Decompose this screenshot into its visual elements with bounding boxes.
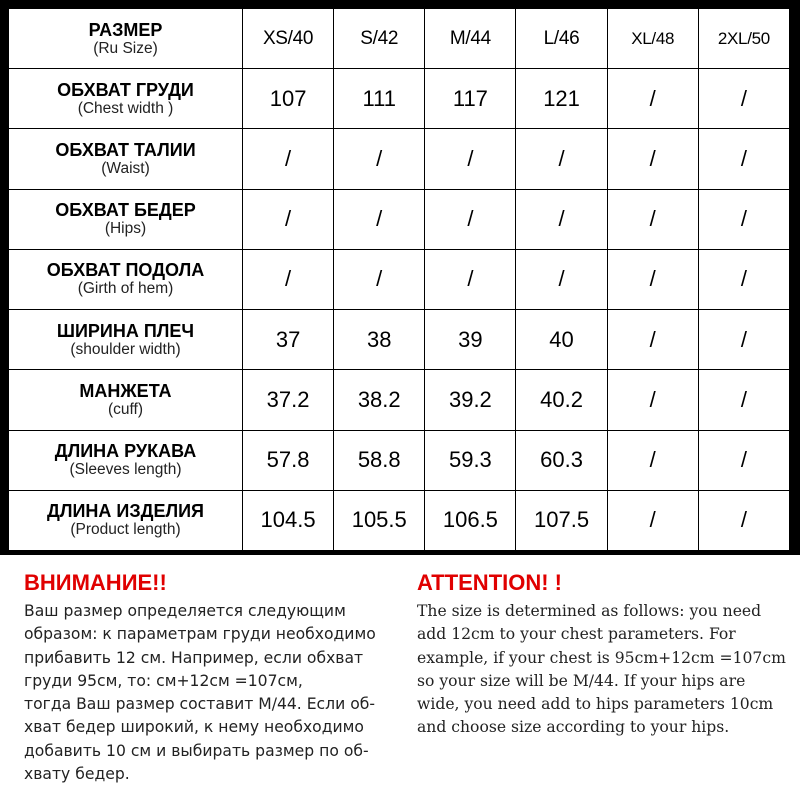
value-cell-2xl: / bbox=[698, 69, 789, 129]
value-cell-m: 39 bbox=[425, 310, 516, 370]
value-cell-l: / bbox=[516, 129, 607, 189]
row-label-en: (Girth of hem) bbox=[77, 280, 174, 298]
value-cell-s: 38 bbox=[334, 310, 425, 370]
row-label-en: (Waist) bbox=[101, 160, 150, 178]
value-cell-s: / bbox=[334, 129, 425, 189]
row-label-en: (Chest width ) bbox=[77, 99, 174, 117]
value-cell-xl: / bbox=[607, 430, 698, 490]
row-label-cell bbox=[9, 490, 243, 550]
value-cell-m: / bbox=[425, 189, 516, 249]
row-label-ru: ДЛИНА ИЗДЕЛИЯ bbox=[47, 501, 204, 522]
value-cell-s: 38.2 bbox=[334, 370, 425, 430]
value-cell-xl: / bbox=[607, 310, 698, 370]
value-cell-m: 39.2 bbox=[425, 370, 516, 430]
table-row bbox=[9, 310, 790, 370]
note-russian bbox=[24, 570, 409, 786]
size-header-l: L/46 bbox=[516, 9, 607, 69]
size-header-s: S/42 bbox=[334, 9, 425, 69]
value-cell-xs: / bbox=[243, 129, 334, 189]
size-chart-table bbox=[8, 8, 790, 551]
value-cell-m: 59.3 bbox=[425, 430, 516, 490]
row-label-en: (cuff) bbox=[107, 400, 144, 418]
row-label-ru: ОБХВАТ ГРУДИ bbox=[57, 79, 194, 100]
table-header-row bbox=[9, 9, 790, 69]
value-cell-xl: / bbox=[607, 69, 698, 129]
value-cell-xl: / bbox=[607, 490, 698, 550]
value-cell-l: 107.5 bbox=[516, 490, 607, 550]
table-row bbox=[9, 370, 790, 430]
value-cell-l: 40 bbox=[516, 310, 607, 370]
value-cell-2xl: / bbox=[698, 129, 789, 189]
size-header-xl: XL/48 bbox=[607, 9, 698, 69]
value-cell-2xl: / bbox=[698, 310, 789, 370]
row-label-cell bbox=[9, 129, 243, 189]
row-label-ru: ШИРИНА ПЛЕЧ bbox=[56, 320, 195, 341]
row-label-en: (shoulder width) bbox=[70, 340, 181, 358]
row-label-cell bbox=[9, 189, 243, 249]
value-cell-s: 105.5 bbox=[334, 490, 425, 550]
value-cell-2xl: / bbox=[698, 249, 789, 309]
size-header-m: M/44 bbox=[425, 9, 516, 69]
header-label-ru: РАЗМЕР bbox=[88, 19, 163, 40]
value-cell-xs: / bbox=[243, 249, 334, 309]
row-label-en: (Product length) bbox=[70, 521, 181, 539]
value-cell-2xl: / bbox=[698, 430, 789, 490]
row-label-cell bbox=[9, 310, 243, 370]
value-cell-2xl: / bbox=[698, 189, 789, 249]
row-label-cell bbox=[9, 370, 243, 430]
row-label-ru: ДЛИНА РУКАВА bbox=[54, 441, 197, 462]
row-label-ru: ОБХВАТ БЕДЕР bbox=[55, 200, 196, 221]
value-cell-s: 111 bbox=[334, 69, 425, 129]
row-label-cell bbox=[9, 430, 243, 490]
value-cell-xs: 107 bbox=[243, 69, 334, 129]
value-cell-l: / bbox=[516, 249, 607, 309]
value-cell-xl: / bbox=[607, 370, 698, 430]
note-ru-text: Ваш размер определяется следующим образом: к параметрам груди необходимо прибавить 12 см. Например, если обхват груди 95см, то: см+12см =107см, тогда Ваш размер составит M/44. Если об- хват бедер широкий, к нему необходимо добавить 10 см и выбирать размер по об- хвату бедер. bbox=[24, 602, 376, 784]
row-label-ru: МАНЖЕТА bbox=[79, 380, 172, 401]
row-label-cell bbox=[9, 69, 243, 129]
value-cell-xs: / bbox=[243, 189, 334, 249]
value-cell-m: / bbox=[425, 129, 516, 189]
table-row bbox=[9, 430, 790, 490]
table-row bbox=[9, 249, 790, 309]
size-header-xs: XS/40 bbox=[243, 9, 334, 69]
value-cell-m: 106.5 bbox=[425, 490, 516, 550]
value-cell-xl: / bbox=[607, 189, 698, 249]
value-cell-xl: / bbox=[607, 249, 698, 309]
row-label-ru: ОБХВАТ ТАЛИИ bbox=[55, 140, 196, 161]
value-cell-s: / bbox=[334, 189, 425, 249]
note-ru-title: ВНИМАНИЕ!! bbox=[24, 570, 167, 595]
notes-section bbox=[0, 570, 800, 800]
value-cell-xl: / bbox=[607, 129, 698, 189]
note-en-text: The size is determined as follows: you need add 12cm to your chest parameters. For example, if your chest is 95cm+12cm =107cm so your size will be M/44. If your hips are wide, you need add to hips parameters 10cm and choose size according to your hips. bbox=[417, 602, 786, 737]
header-label-en: (Ru Size) bbox=[93, 39, 158, 57]
value-cell-xs: 104.5 bbox=[243, 490, 334, 550]
value-cell-2xl: / bbox=[698, 490, 789, 550]
value-cell-l: 60.3 bbox=[516, 430, 607, 490]
row-label-ru: ОБХВАТ ПОДОЛА bbox=[46, 260, 205, 281]
value-cell-xs: 37.2 bbox=[243, 370, 334, 430]
row-label-en: (Sleeves length) bbox=[69, 461, 182, 479]
value-cell-l: 121 bbox=[516, 69, 607, 129]
value-cell-s: / bbox=[334, 249, 425, 309]
value-cell-xs: 37 bbox=[243, 310, 334, 370]
value-cell-2xl: / bbox=[698, 370, 789, 430]
note-en-title: ATTENTION! ! bbox=[417, 570, 563, 595]
note-english bbox=[417, 570, 797, 740]
value-cell-m: 117 bbox=[425, 69, 516, 129]
table-row bbox=[9, 490, 790, 550]
row-label-en: (Hips) bbox=[104, 220, 147, 238]
size-header-2xl: 2XL/50 bbox=[698, 9, 789, 69]
value-cell-s: 58.8 bbox=[334, 430, 425, 490]
value-cell-xs: 57.8 bbox=[243, 430, 334, 490]
table-row bbox=[9, 69, 790, 129]
value-cell-l: 40.2 bbox=[516, 370, 607, 430]
value-cell-m: / bbox=[425, 249, 516, 309]
value-cell-l: / bbox=[516, 189, 607, 249]
table-row bbox=[9, 189, 790, 249]
header-label-cell bbox=[9, 9, 243, 69]
table-row bbox=[9, 129, 790, 189]
row-label-cell bbox=[9, 249, 243, 309]
